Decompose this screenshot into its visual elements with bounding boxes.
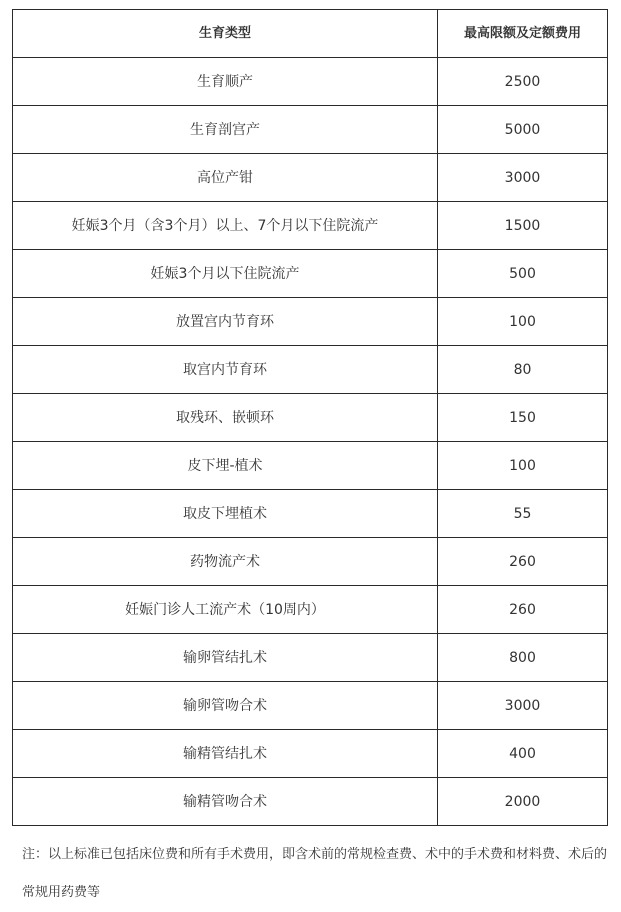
birth-type-cell: 皮下埋-植术 xyxy=(13,442,438,490)
birth-type-cell: 输卵管结扎术 xyxy=(13,634,438,682)
birth-type-cell: 妊娠门诊人工流产术（10周内） xyxy=(13,586,438,634)
fee-amount-cell: 2500 xyxy=(438,58,608,106)
table-row xyxy=(13,202,608,250)
birth-type-cell: 取宫内节育环 xyxy=(13,346,438,394)
table-row xyxy=(13,58,608,106)
fee-amount-cell: 5000 xyxy=(438,106,608,154)
fee-amount-cell: 2000 xyxy=(438,778,608,826)
footnote: 注：以上标准已包括床位费和所有手术费用，即含术前的常规检查费、术中的手术费和材料费、术后的常规用药费等 xyxy=(22,847,608,900)
table-body xyxy=(13,58,608,826)
fee-amount-cell: 400 xyxy=(438,730,608,778)
table-row xyxy=(13,730,608,778)
birth-type-cell: 妊娠3个月（含3个月）以上、7个月以下住院流产 xyxy=(13,202,438,250)
birth-type-cell: 高位产钳 xyxy=(13,154,438,202)
fee-amount-cell: 3000 xyxy=(438,154,608,202)
header-birth-type: 生育类型 xyxy=(13,10,438,58)
birth-type-cell: 生育顺产 xyxy=(13,58,438,106)
table-row xyxy=(13,298,608,346)
fee-amount-cell: 80 xyxy=(438,346,608,394)
table-row xyxy=(13,250,608,298)
table-row xyxy=(13,538,608,586)
fee-amount-cell: 260 xyxy=(438,586,608,634)
birth-type-cell: 妊娠3个月以下住院流产 xyxy=(13,250,438,298)
birth-type-cell: 药物流产术 xyxy=(13,538,438,586)
birth-type-cell: 输精管吻合术 xyxy=(13,778,438,826)
birth-type-cell: 取皮下埋植术 xyxy=(13,490,438,538)
table-row xyxy=(13,778,608,826)
birth-type-cell: 输精管结扎术 xyxy=(13,730,438,778)
fee-amount-cell: 100 xyxy=(438,298,608,346)
fee-amount-cell: 260 xyxy=(438,538,608,586)
fee-table xyxy=(12,9,608,826)
table-row xyxy=(13,634,608,682)
table-row xyxy=(13,106,608,154)
table-row xyxy=(13,682,608,730)
fee-amount-cell: 55 xyxy=(438,490,608,538)
fee-amount-cell: 1500 xyxy=(438,202,608,250)
fee-amount-cell: 3000 xyxy=(438,682,608,730)
table-row xyxy=(13,490,608,538)
fee-amount-cell: 800 xyxy=(438,634,608,682)
table-header-row xyxy=(13,10,608,58)
fee-amount-cell: 500 xyxy=(438,250,608,298)
table-row xyxy=(13,394,608,442)
fee-table-container xyxy=(12,9,607,826)
birth-type-cell: 生育剖宫产 xyxy=(13,106,438,154)
table-row xyxy=(13,586,608,634)
table-row xyxy=(13,442,608,490)
birth-type-cell: 放置宫内节育环 xyxy=(13,298,438,346)
table-row xyxy=(13,154,608,202)
fee-amount-cell: 100 xyxy=(438,442,608,490)
birth-type-cell: 取残环、嵌顿环 xyxy=(13,394,438,442)
table-row xyxy=(13,346,608,394)
birth-type-cell: 输卵管吻合术 xyxy=(13,682,438,730)
header-max-fee: 最高限额及定额费用 xyxy=(438,10,608,58)
fee-amount-cell: 150 xyxy=(438,394,608,442)
